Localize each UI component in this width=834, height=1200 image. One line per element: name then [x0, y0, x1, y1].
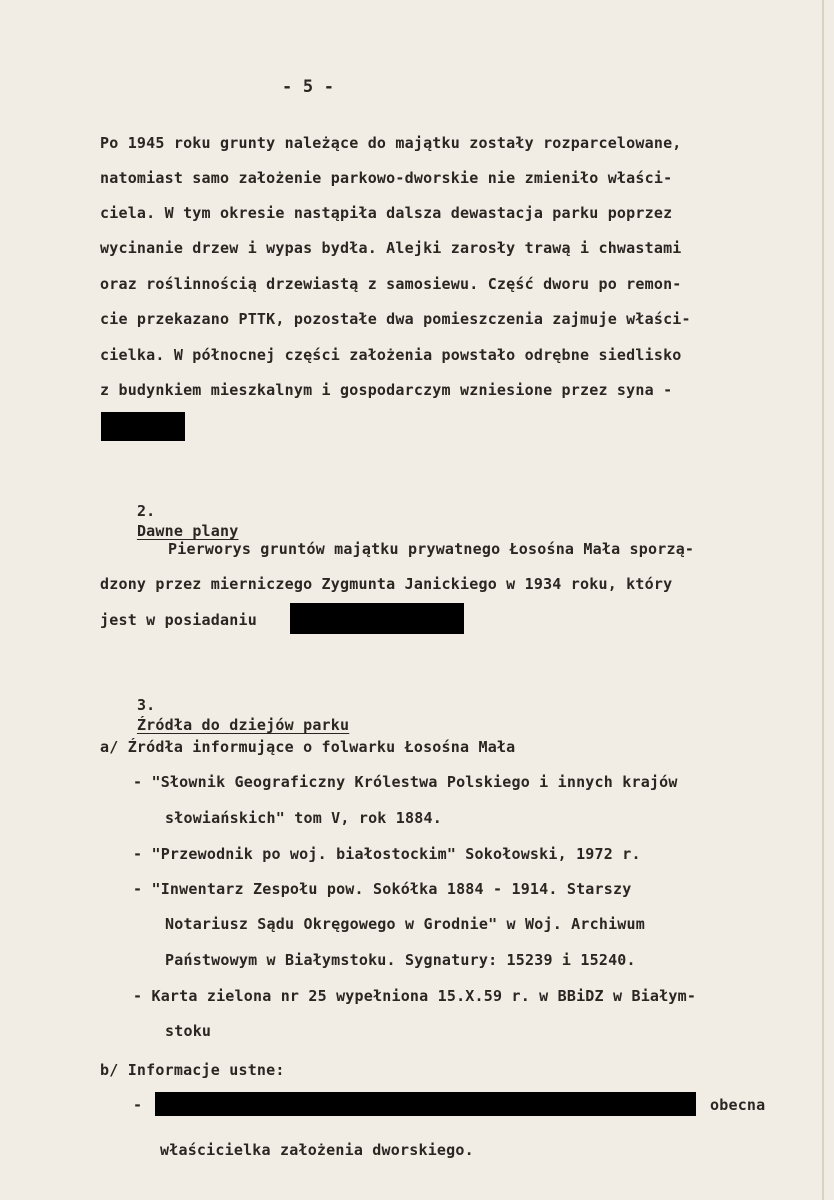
section-number: 2.	[136, 502, 156, 520]
list-item: - "Inwentarz Zespołu pow. Sokółka 1884 - 1914. Starszy	[133, 880, 632, 898]
body-line: obecna	[710, 1096, 766, 1114]
list-item-continuation: Państwowym w Białymstoku. Sygnatury: 15239 i 15240.	[165, 951, 636, 969]
redaction-box	[101, 412, 185, 441]
redaction-box	[290, 603, 464, 634]
body-line: wycinanie drzew i wypas bydła. Alejki zarosły trawą i chwastami	[100, 239, 682, 257]
body-line: z budynkiem mieszkalnym i gospodarczym wzniesione przez syna -	[100, 381, 673, 399]
body-line: Pierworys gruntów majątku prywatnego Łosośna Mała sporzą-	[168, 540, 695, 558]
body-line: cie przekazano PTTK, pozostałe dwa pomieszczenia zajmuje właści-	[100, 310, 691, 328]
list-item-continuation: właścicielka założenia dworskiego.	[160, 1141, 474, 1159]
list-item: - "Słownik Geograficzny Królestwa Polskiego i innych krajów	[133, 773, 678, 791]
section-title: Dawne plany	[136, 522, 239, 540]
list-item-continuation: słowiańskich" tom V, rok 1884.	[165, 809, 442, 827]
body-line: oraz roślinnością drzewiastą z samosiewu. Część dworu po remon-	[100, 275, 682, 293]
body-line: Po 1945 roku grunty należące do majątku zostały rozparcelowane,	[100, 134, 682, 152]
section-number: 3.	[136, 696, 156, 714]
body-line: natomiast samo założenie parkowo-dworskie nie zmieniło właści-	[100, 169, 673, 187]
page-number: - 5 -	[282, 77, 335, 97]
list-item-dash: -	[133, 1096, 143, 1114]
body-line: ciela. W tym okresie nastąpiła dalsza dewastacja parku poprzez	[100, 204, 673, 222]
redaction-box	[155, 1092, 696, 1116]
subsection-heading-a: a/ Źródła informujące o folwarku Łosośna Mała	[100, 738, 516, 756]
body-line: jest w posiadaniu	[100, 611, 257, 629]
list-item: - Karta zielona nr 25 wypełniona 15.X.59 r. w BBiDZ w Białym-	[133, 987, 697, 1005]
body-line: cielka. W północnej części założenia powstało odrębne siedlisko	[100, 346, 682, 364]
section-title: Źródła do dziejów parku	[136, 716, 350, 734]
list-item-continuation: Notariusz Sądu Okręgowego w Grodnie" w Woj. Archiwum	[165, 915, 645, 933]
body-line: dzony przez mierniczego Zygmunta Janickiego w 1934 roku, który	[100, 575, 673, 593]
list-item: - "Przewodnik po woj. białostockim" Sokołowski, 1972 r.	[133, 845, 641, 863]
list-item-continuation: stoku	[165, 1022, 212, 1040]
subsection-heading-b: b/ Informacje ustne:	[100, 1061, 285, 1079]
